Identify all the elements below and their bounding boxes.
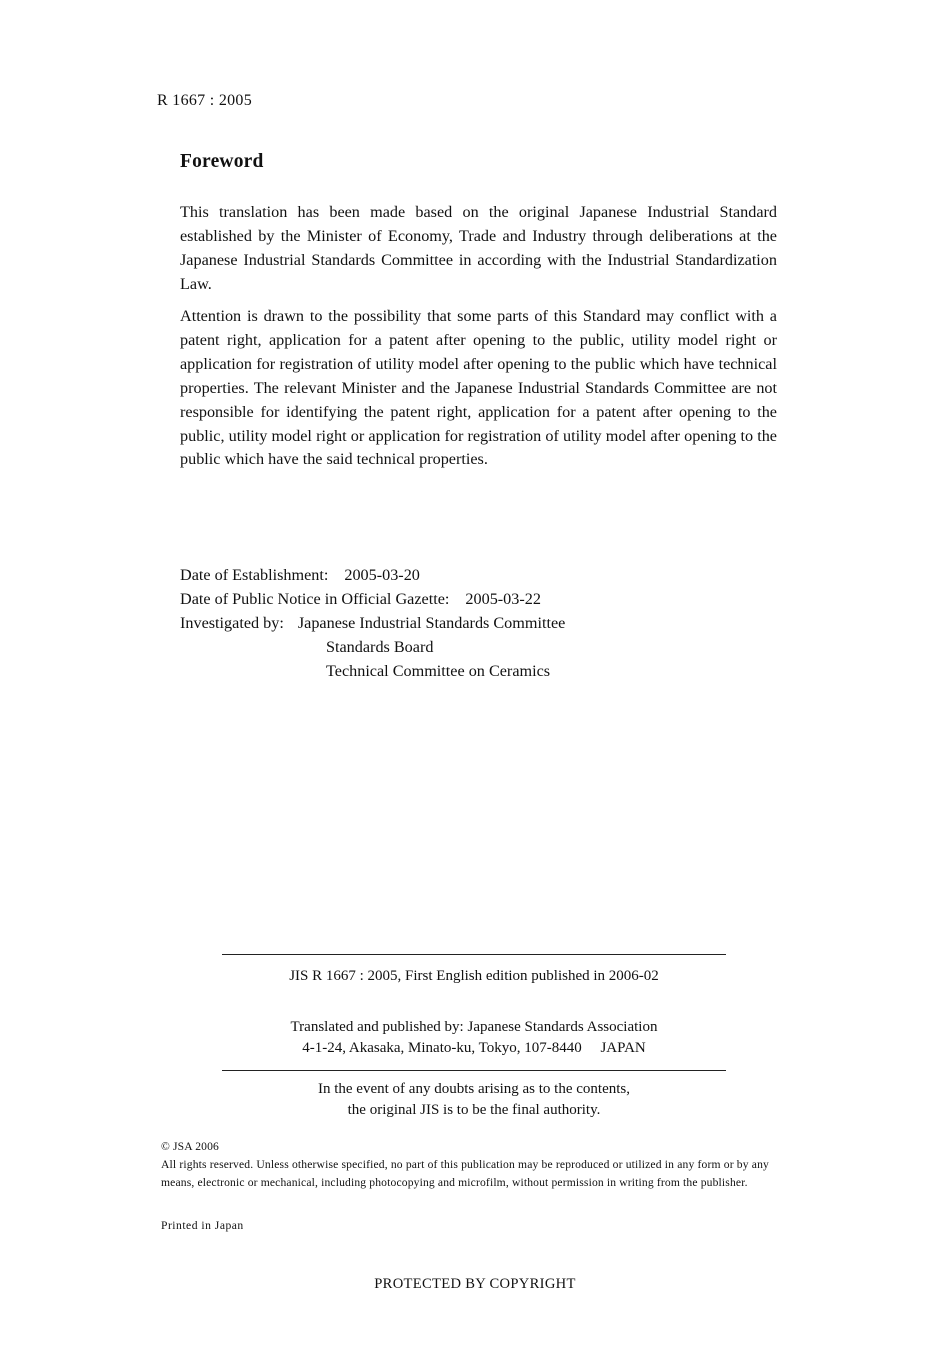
rights-reserved-text: All rights reserved. Unless otherwise specified, no part of this publication may be reproduced or utilized in any form or by any means, electronic or mechanical, including photocopying and microfilm, without permission in writing from the publisher. xyxy=(161,1158,769,1189)
establishment-label: Date of Establishment: xyxy=(180,566,329,584)
investigated-technical-committee: Technical Committee on Ceramics xyxy=(326,662,551,680)
copyright-notice: © JSA 2006 xyxy=(161,1140,219,1153)
public-notice-label: Date of Public Notice in Official Gazette: xyxy=(180,590,450,608)
public-notice-date: 2005-03-22 xyxy=(465,590,541,608)
investigated-row xyxy=(180,614,565,633)
foreword-title: Foreword xyxy=(180,151,264,172)
investigated-board: Standards Board xyxy=(326,638,434,656)
divider-bottom xyxy=(222,1070,726,1071)
establishment-date: 2005-03-20 xyxy=(344,566,420,584)
investigated-label: Investigated by: xyxy=(180,614,284,632)
investigated-committee: Japanese Industrial Standards Committee xyxy=(297,614,566,632)
address-line: 4-1-24, Akasaka, Minato-ku, Tokyo, 107-8440 JAPAN xyxy=(302,1040,646,1056)
foreword-paragraph-1: This translation has been made based on the original Japanese Industrial Standard established by the Minister of Economy, Trade and Industry through deliberations at the Japanese Industrial Standards Committee in according with the Industrial Standardization Law. xyxy=(180,203,777,293)
authority-notice xyxy=(222,1079,726,1121)
foreword-paragraph-2: Attention is drawn to the possibility that some parts of this Standard may conflict with a patent right, application for a patent after opening to the public, utility model right or application for registration of utility model after opening to the public which have technical properties. The relevant Minister and the Japanese Industrial Standards Committee are not responsible for identifying the patent right, application for a patent after opening to the public, utility model right or application for registration of utility model after opening to the public which have the said technical properties. xyxy=(180,307,777,469)
publisher-block xyxy=(222,1017,726,1059)
doubts-line-1: In the event of any doubts arising as to the contents, xyxy=(317,1081,630,1097)
doubts-line-2: the original JIS is to be the final authority. xyxy=(347,1102,601,1118)
protected-by-copyright: PROTECTED BY COPYRIGHT xyxy=(374,1276,576,1292)
public-notice-row xyxy=(180,590,541,609)
standard-number: R 1667 : 2005 xyxy=(157,92,253,109)
translated-line: Translated and published by: Japanese Standards Association xyxy=(290,1019,658,1035)
edition-line: JIS R 1667 : 2005, First English edition published in 2006-02 xyxy=(289,968,659,984)
establishment-row xyxy=(180,566,420,585)
divider-top xyxy=(222,954,726,955)
printed-in: Printed in Japan xyxy=(161,1219,244,1232)
